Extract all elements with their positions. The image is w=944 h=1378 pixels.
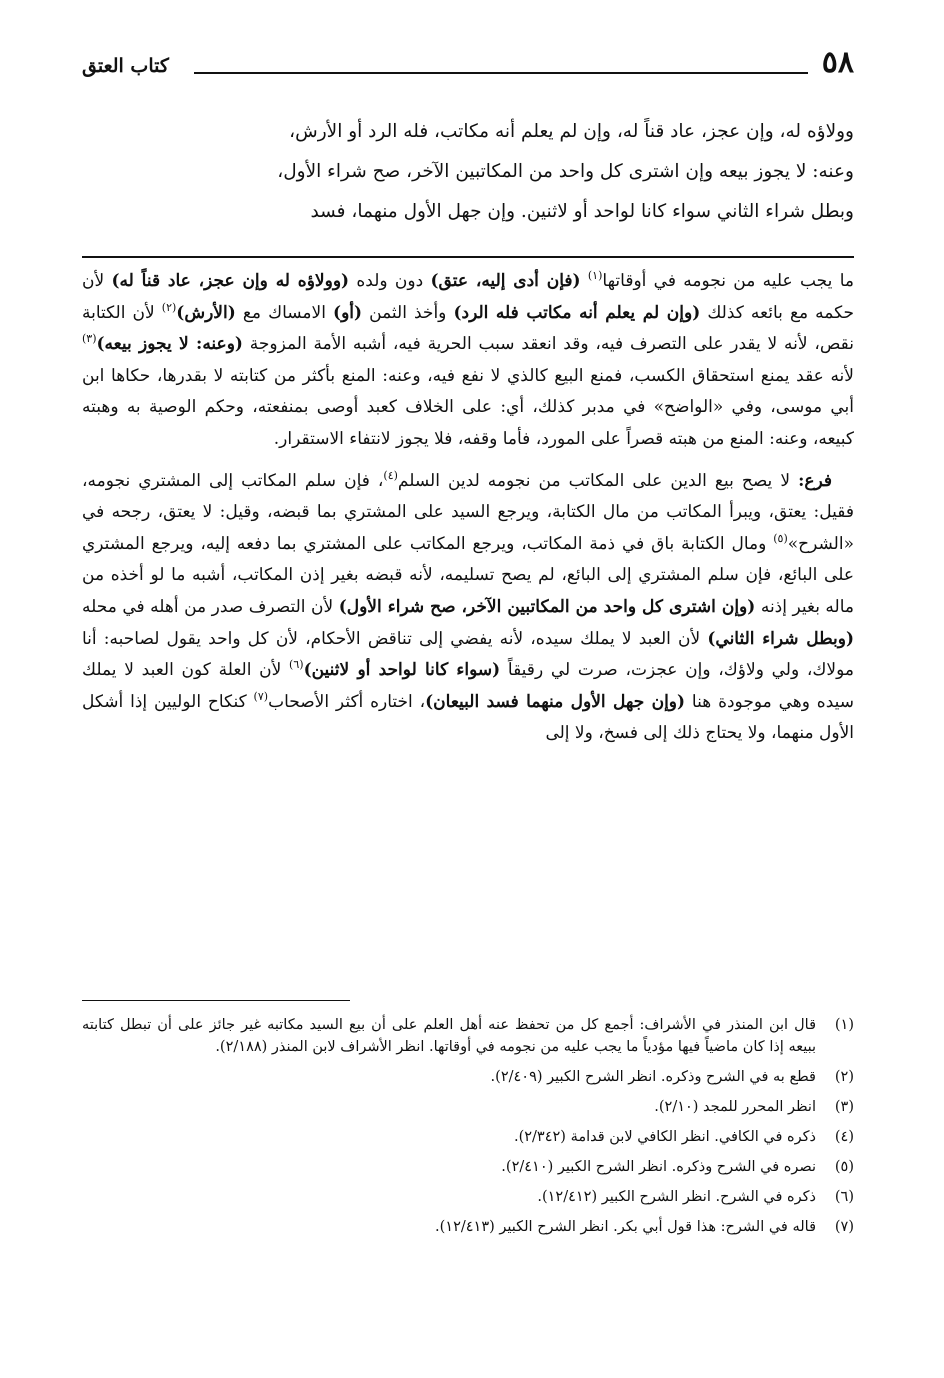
footnote — [82, 1126, 854, 1148]
footnote-ref[interactable]: (٦) — [289, 658, 304, 672]
commentary-text: ، فإن سلم المكاتب إلى المشتري نجومه، فقيل: يعتق، ويبرأ المكاتب من مال الكتابة، ويرجع السيد على المشتري بما قبضه، وقيل: لا يعتق، رجحه في «الشرح» — [82, 470, 854, 554]
commentary-text: ومال الكتابة باق في ذمة المكاتب، ويرجع المكاتب على المشتري بما دفعه إليه، ويرجع المشتري على البائع، فإن سلم المشتري إلى البائع، لم يصح تسليمه، لأنه قبضه بغير إذن المكاتب، أشبه ما لو أخذه من ماله بغير إذنه — [82, 533, 855, 617]
quoted-main-text: (فإن أدى إليه، عتق) — [430, 271, 581, 291]
footnote-number: (٤) — [834, 1129, 854, 1145]
running-header — [82, 46, 854, 82]
commentary-text: لأنه عقد يمنع استحقاق الكسب، فمنع البيع كالذي لا نفع فيه، وعنه: المنع بأكثر من كتابته لا بقدرها، حكاها ابن أبي موسى، وفي «الواضح» في مدبر كذلك، أي: على الخلاف كعبد أوصى بمنفعته، وحكم الوصية به وهبته كبيعه، وعنه: المنع من هبته قصراً على المورد، فأما وقفه، فلا يجوز لانتفاء الاستقرار. — [82, 365, 854, 449]
commentary-text: ما يجب عليه من نجومه في أوقاتها — [602, 271, 854, 291]
commentary-text: لأن حكمه مع بائعه كذلك — [82, 271, 855, 323]
footnote — [82, 1066, 854, 1088]
footnote-text: نصره في الشرح وذكره. انظر الشرح الكبير (٢/٤١٠). — [501, 1159, 816, 1175]
footnote-ref[interactable]: (٧) — [253, 689, 269, 703]
footnote — [82, 1014, 854, 1058]
footnote-number: (١) — [834, 1017, 854, 1033]
quoted-main-text: (وولاؤه له وإن عجز، عاد قناً له) — [111, 271, 350, 291]
main-text-line: وبطل شراء الثاني سواء كانا لواحد أو لاثنين. وإن جهل الأول منهما، فسد — [310, 201, 854, 222]
quoted-main-text: (سواء كانا لواحد أو لاثنين) — [303, 660, 501, 681]
commentary-text: وأخذ الثمن — [362, 302, 454, 323]
footnote-ref[interactable]: (٥) — [773, 531, 788, 545]
footnote-ref[interactable]: (١) — [587, 269, 603, 282]
quoted-main-text: (وإن اشترى كل واحد من المكاتبين الآخر، صح شراء الأول) — [338, 596, 756, 617]
footnote-number: (٢) — [834, 1069, 854, 1085]
commentary-paragraph — [82, 266, 854, 456]
footnote-number: (٣) — [834, 1099, 854, 1115]
footnote — [82, 1096, 854, 1118]
footnote-number: (٧) — [834, 1219, 854, 1235]
footnote-ref[interactable]: (٢) — [161, 300, 177, 314]
footnote-text: قاله في الشرح: هذا قول أبي بكر. انظر الشرح الكبير (١٢/٤١٣). — [435, 1219, 816, 1235]
commentary-text: دون ولده — [349, 271, 431, 291]
header-rule — [194, 72, 808, 74]
book-title: كتاب العتق — [82, 55, 169, 77]
footnote-text: قال ابن المنذر في الأشراف: أجمع كل من تحفظ عنه أهل العلم على أن بيع السيد مكاتبه غير جائز على أن تبطل كتابته ببيعه إذا كان ماضياً فيها مؤدياً ما يجب عليه من نجومه في أوقاتها. انظر الأشراف لابن المنذر (٢/١٨٨). — [82, 1017, 816, 1055]
footnote-text: ذكره في الكافي. انظر الكافي لابن قدامة (٢/٣٤٢). — [513, 1129, 816, 1145]
commentary-text: لأن العلة كون العبد لا يملك سيده وهي موجودة هنا — [82, 660, 854, 712]
quoted-main-text: (وإن لم يعلم أنه مكاتب فله الرد) — [453, 302, 701, 323]
commentary-paragraph — [82, 466, 854, 750]
footnote-number: (٥) — [834, 1159, 854, 1175]
footnote — [82, 1156, 854, 1178]
footnote-text: انظر المحرر للمجد (٢/١٠). — [654, 1099, 816, 1115]
quoted-main-text: (أو) — [333, 302, 363, 323]
footnote-text: ذكره في الشرح. انظر الشرح الكبير (١٢/٤١٢). — [537, 1189, 816, 1205]
commentary-text: لأن التصرف صدر من أهله في محله — [82, 596, 339, 617]
section-label: فرع: — [798, 470, 832, 491]
commentary-text: كنكاح الوليين إذا أشكل الأول منهما، ولا يحتاج ذلك إلى فسخ، ولا إلى — [82, 691, 854, 744]
quoted-main-text: (وإن جهل الأول منهما فسد البيعان) — [425, 691, 686, 712]
commentary-text: ، اختاره أكثر الأصحاب — [268, 691, 426, 712]
main-text — [82, 112, 854, 232]
footnote-ref[interactable]: (٤) — [383, 468, 398, 482]
commentary — [82, 266, 854, 750]
footnote-number: (٦) — [834, 1189, 854, 1205]
main-text-line: وولاؤه له، وإن عجز، عاد قناً له، وإن لم يعلم أنه مكاتب، فله الرد أو الأرش، — [289, 121, 854, 142]
footnote — [82, 1186, 854, 1208]
quoted-main-text: (وعنه: لا يجوز بيعه) — [96, 334, 243, 355]
quoted-main-text: (وبطل شراء الثاني) — [707, 628, 855, 649]
commentary-text: لا يصح بيع الدين على المكاتب من نجومه لدين السلم — [397, 470, 799, 491]
footnote-rule — [82, 1000, 350, 1001]
commentary-text: الامساك مع — [235, 302, 334, 323]
footnotes — [82, 1014, 854, 1246]
text-commentary-divider — [82, 256, 854, 258]
commentary-text: لأن الكتابة نقص، لأنه لا يقدر على التصرف فيه، وقد انعقد سبب الحرية فيه، أشبه الأمة المزوجة — [82, 302, 854, 355]
main-text-line: وعنه: لا يجوز بيعه وإن اشترى كل واحد من المكاتبين الآخر، صح شراء الأول، — [277, 161, 854, 182]
commentary-text: لأن العبد لا يملك سيده، لأنه يفضي إلى تناقض الأحكام، لأن كل واحد يقول لصاحبه: أنا مولاك، ولي ولاؤك، وإن عجزت، صرت لي رقيقاً — [82, 628, 854, 681]
commentary-text — [581, 271, 588, 291]
page-number: ٥٨ — [821, 45, 854, 80]
quoted-main-text: (الأرش) — [176, 302, 236, 323]
footnote-ref[interactable]: (٣) — [82, 332, 97, 346]
footnote-text: قطع به في الشرح وذكره. انظر الشرح الكبير (٢/٤٠٩). — [490, 1069, 816, 1085]
footnote — [82, 1216, 854, 1238]
